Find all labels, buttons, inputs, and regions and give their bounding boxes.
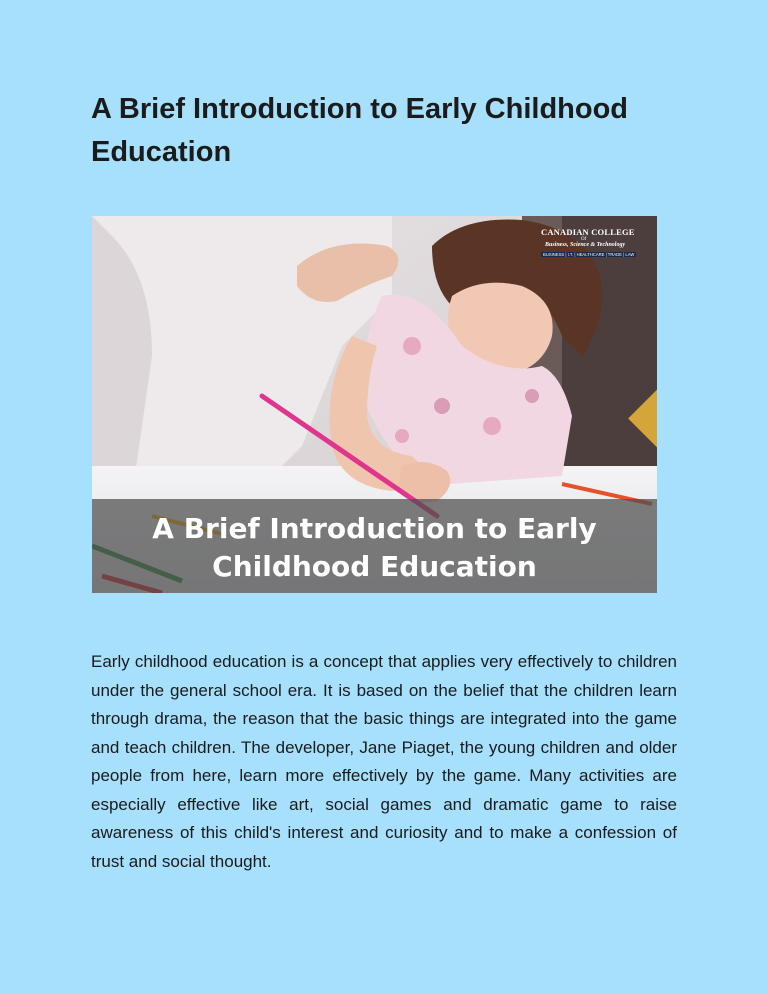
hero-caption-text <box>92 510 657 586</box>
hero-caption-line-2: Childhood Education <box>212 550 537 583</box>
body-paragraph: Early childhood education is a concept that applies very effectively to children under the general school era. It is based on the belief that the children learn through drama, the reason that the basic things are integrated into the game and teach children. The developer, Jane Piaget, the young children and older people from here, learn more effectively by the game. Many activities are especially effective like art, social games and dramatic game to raise awareness of this child's interest and curiosity and to make a confession of trust and social thought. <box>91 652 677 871</box>
logo-subtitle: Business, Science & Technology <box>545 242 626 248</box>
logo-tagline: BUSINESS | I.T. | HEALTHCARE | TRADE | LAW <box>543 252 635 257</box>
logo-name: CANADIAN COLLEGE <box>541 227 635 237</box>
logo-of: Of <box>581 237 587 242</box>
page-title: A Brief Introduction to Early Childhood Education <box>91 93 629 168</box>
hero-caption-line-1: A Brief Introduction to Early <box>152 512 597 545</box>
college-logo <box>517 224 647 262</box>
hero-image <box>92 216 657 593</box>
